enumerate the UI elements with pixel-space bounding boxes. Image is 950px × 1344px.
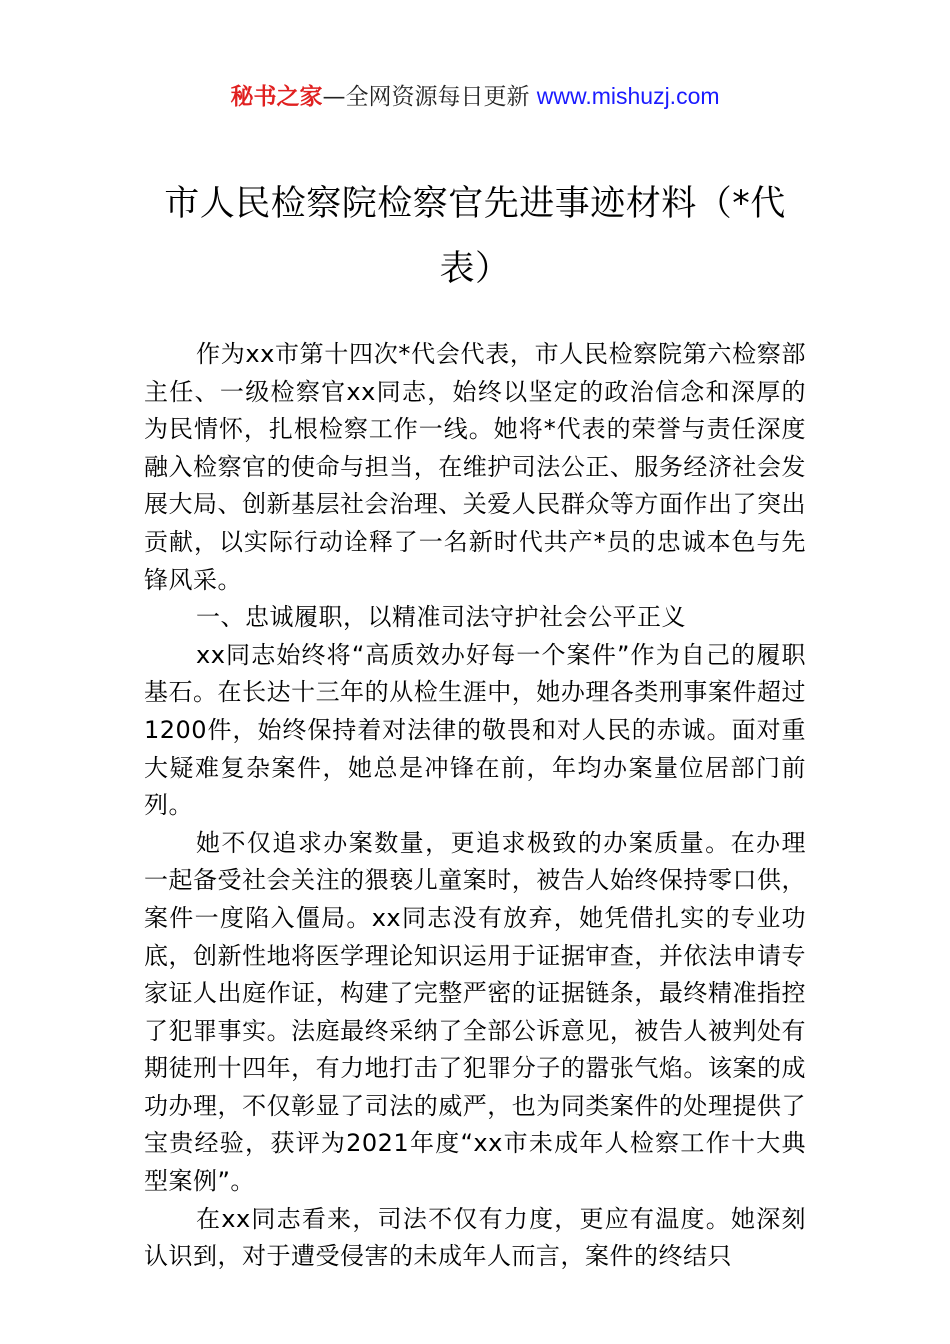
body-paragraph: 在xx同志看来，司法不仅有力度，更应有温度。她深刻认识到，对于遭受侵害的未成年人而言，案件的终结只 (144, 1204, 806, 1271)
body-paragraph: xx同志始终将“高质效办好每一个案件”作为自己的履职基石。在长达十三年的从检生涯中，她办理各类刑事案件超过1200件，始终保持着对法律的敬畏和对人民的赤诚。面对重大疑难复杂案件，她总是冲锋在前，年均办案量位居部门前列。 (144, 640, 806, 820)
document-body (144, 336, 806, 1276)
intro-paragraph: 作为xx市第十四次*代会代表，市人民检察院第六检察部主任、一级检察官xx同志，始终以坚定的政治信念和深厚的为民情怀，扎根检察工作一线。她将*代表的荣誉与责任深度融入检察官的使命与担当，在维护司法公正、服务经济社会发展大局、创新基层社会治理、关爱人民群众等方面作出了突出贡献，以实际行动诠释了一名新时代共产*员的忠诚本色与先锋风采。 (144, 340, 806, 594)
site-url-link[interactable]: www.mishuzj.com (536, 83, 720, 109)
document-title: 市人民检察院检察官先进事迹材料（*代表） (164, 184, 786, 289)
brand-name: 秘书之家 (230, 84, 323, 110)
site-header-banner (0, 78, 950, 115)
header-tagline: —全网资源每日更新 (322, 84, 530, 110)
body-paragraph: 她不仅追求办案数量，更追求极致的办案质量。在办理一起备受社会关注的猥亵儿童案时，被告人始终保持零口供，案件一度陷入僵局。xx同志没有放弃，她凭借扎实的专业功底，创新性地将医学理论知识运用于证据审查，并依法申请专家证人出庭作证，构建了完整严密的证据链条，最终精准指控了犯罪事实。法庭最终采纳了全部公诉意见，被告人被判处有期徒刑十四年，有力地打击了犯罪分子的嚣张气焰。该案的成功办理，不仅彰显了司法的威严，也为同类案件的处理提供了宝贵经验，获评为2021年度“xx市未成年人检察工作十大典型案例”。 (144, 828, 806, 1196)
section-heading: 一、忠诚履职，以精准司法守护社会公平正义 (196, 603, 686, 632)
